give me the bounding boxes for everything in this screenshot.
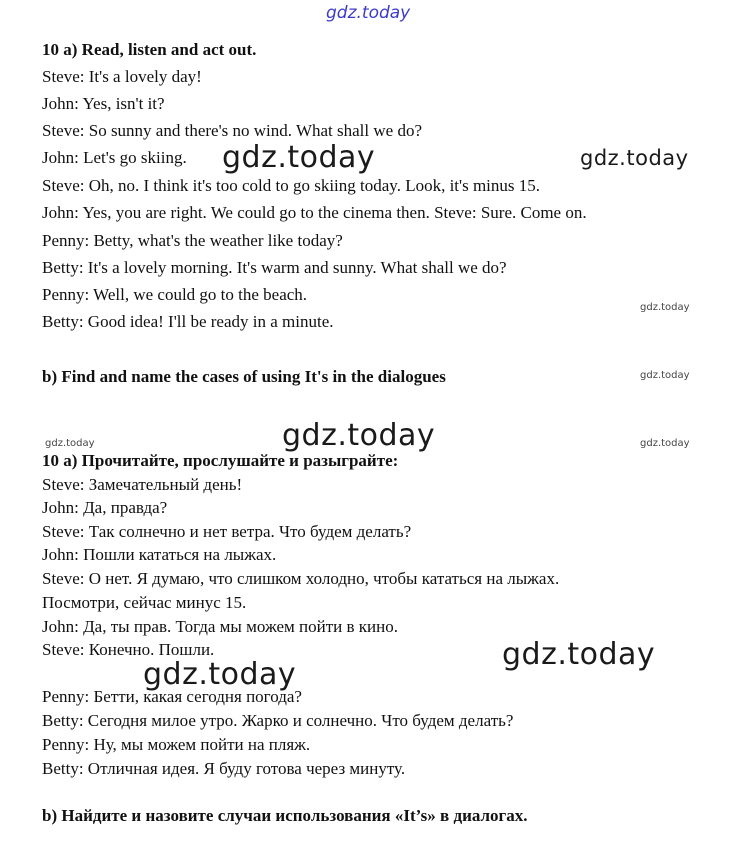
dialogue-line: Steve: Конечно. Пошли.	[42, 640, 215, 659]
watermark-large: gdz.today	[502, 637, 656, 672]
dialogue-line: Betty: It's a lovely morning. It's warm and sunny. What shall we do?	[42, 258, 507, 277]
dialogue-line: Betty: Отличная идея. Я буду готова через минуту.	[42, 759, 406, 778]
dialogue-line: John: Let's go skiing.	[42, 148, 187, 167]
dialogue-line: Penny: Betty, what's the weather like today?	[42, 231, 343, 250]
watermark-medium: gdz.today	[580, 146, 689, 170]
dialogue-line: John: Пошли кататься на лыжах.	[42, 545, 277, 564]
dialogue-line: Steve: Так солнечно и нет ветра. Что будем делать?	[42, 522, 412, 541]
dialogue-line: Steve: So sunny and there's no wind. What shall we do?	[42, 121, 422, 140]
watermark-large: gdz.today	[282, 418, 436, 453]
dialogue-line: Betty: Good idea! I'll be ready in a minute.	[42, 312, 334, 331]
dialogue-line: Penny: Бетти, какая сегодня погода?	[42, 687, 302, 706]
dialogue-line: Steve: It's a lovely day!	[42, 67, 202, 86]
watermark-large: gdz.today	[222, 140, 376, 175]
watermark-small: gdz.today	[640, 302, 690, 313]
dialogue-line: Steve: О нет. Я думаю, что слишком холодно, чтобы кататься на лыжах.	[42, 569, 560, 588]
watermark-top: gdz.today	[326, 3, 411, 23]
dialogue-line: Steve: Замечательный день!	[42, 475, 243, 494]
watermark-small: gdz.today	[45, 438, 95, 449]
exercise-heading-russian: 10 а) Прочитайте, прослушайте и разыграйте:	[42, 451, 399, 470]
dialogue-line: Steve: Oh, no. I think it's too cold to go skiing today. Look, it's minus 15.	[42, 176, 541, 195]
task-b-russian: b) Найдите и назовите случаи использования «It’s» в диалогах.	[42, 806, 528, 825]
exercise-heading-english: 10 a) Read, listen and act out.	[42, 40, 257, 59]
dialogue-line: John: Yes, you are right. We could go to the cinema then. Steve: Sure. Come on.	[42, 203, 587, 222]
dialogue-line: Betty: Сегодня милое утро. Жарко и солнечно. Что будем делать?	[42, 711, 514, 730]
watermark-large: gdz.today	[143, 657, 297, 692]
task-b-english: b) Find and name the cases of using It's in the dialogues	[42, 367, 446, 386]
dialogue-line: John: Да, ты прав. Тогда мы можем пойти в кино.	[42, 617, 398, 636]
dialogue-line: John: Yes, isn't it?	[42, 94, 165, 113]
dialogue-line: Посмотри, сейчас минус 15.	[42, 593, 247, 612]
watermark-small: gdz.today	[640, 370, 690, 381]
watermark-small: gdz.today	[640, 438, 690, 449]
dialogue-line: Penny: Ну, мы можем пойти на пляж.	[42, 735, 311, 754]
dialogue-line: Penny: Well, we could go to the beach.	[42, 285, 308, 304]
dialogue-line: John: Да, правда?	[42, 498, 168, 517]
